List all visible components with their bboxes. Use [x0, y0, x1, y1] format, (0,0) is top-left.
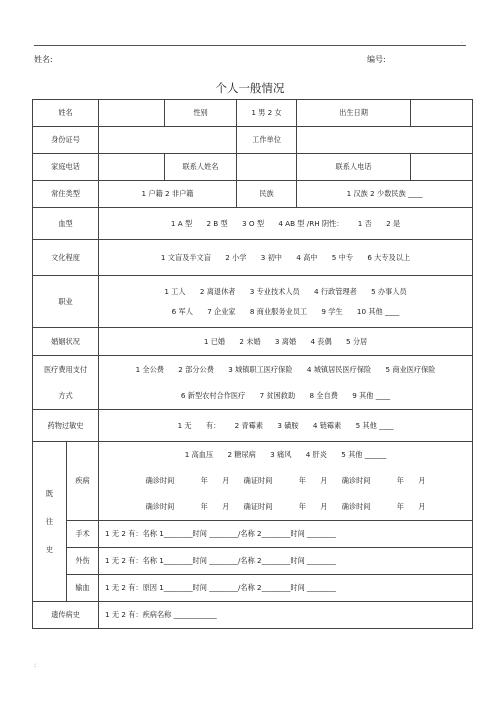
id-number-label: 身份证号: [33, 127, 99, 154]
year-label: 年: [200, 502, 208, 511]
marital-option[interactable]: 2 未婚: [239, 336, 261, 346]
medical-history-label: [33, 442, 67, 602]
payment-option[interactable]: 4 城镇居民医疗保险: [306, 364, 372, 374]
genetic-history-options[interactable]: 1 无 2 有：疾病名称 ____________: [99, 602, 473, 629]
marital-option[interactable]: 5 分居: [345, 336, 368, 346]
blood-type-label: 血型: [33, 208, 99, 240]
education-label: 文化程度: [33, 240, 99, 276]
month-label: 月: [320, 476, 328, 485]
page-title: 个人一般情况: [215, 81, 285, 95]
occupation-option[interactable]: 9 学生: [321, 306, 343, 316]
occupation-option[interactable]: 2 离退休者: [199, 286, 236, 296]
occupation-option[interactable]: 1 工人: [164, 286, 186, 296]
payment-method-label: [33, 356, 99, 410]
occupation-option[interactable]: 8 商业服务业员工: [249, 306, 308, 316]
month-label: 月: [222, 476, 230, 485]
marital-status-options[interactable]: [99, 328, 473, 356]
gender-label: 性别: [165, 100, 237, 127]
contact-phone-label: 联系人电话: [297, 154, 411, 181]
surgery-options[interactable]: 1 无 2 有：名称 1________时间 ________/名称 2________时间 ________: [99, 521, 473, 548]
year-label: 年: [396, 476, 404, 485]
residence-type-options[interactable]: 1 户籍 2 非户籍: [99, 181, 237, 208]
year-label: 年: [298, 502, 306, 511]
education-option[interactable]: 4 高中: [296, 252, 318, 262]
education-option[interactable]: 5 中专: [331, 252, 354, 262]
marital-option[interactable]: 3 离婚: [274, 336, 297, 346]
allergy-option[interactable]: 2 青霉素: [234, 420, 264, 430]
corner-mark-bottom: :: [34, 662, 37, 669]
name-label: 姓名: [33, 100, 99, 127]
history-char: 往: [45, 516, 54, 526]
payment-method-options[interactable]: [99, 356, 473, 410]
diagnosis-time-label: 确证时间: [243, 476, 273, 485]
occupation-option[interactable]: 3 专业技术人员: [249, 286, 300, 296]
injury-options[interactable]: 1 无 2 有：名称 1________时间 ________/名称 2________时间 ________: [99, 548, 473, 575]
disease-option[interactable]: 2 糖尿病: [227, 450, 256, 459]
occupation-option[interactable]: 4 行政管理者: [314, 286, 357, 296]
month-label: 月: [320, 502, 328, 511]
occupation-option[interactable]: 6 军人: [171, 306, 193, 316]
disease-option[interactable]: 5 其他 ______: [341, 450, 387, 459]
month-label: 月: [418, 502, 426, 511]
year-label: 年: [200, 476, 208, 485]
header-divider: [34, 45, 466, 46]
payment-option[interactable]: 6 新型农村合作医疗: [180, 390, 246, 400]
occupation-option[interactable]: 5 办事人员: [371, 286, 407, 296]
allergy-option[interactable]: 4 链霉素: [312, 420, 342, 430]
home-phone-field[interactable]: [99, 154, 165, 181]
marital-option[interactable]: 1 已婚: [203, 336, 226, 346]
gender-options[interactable]: 1 男 2 女: [237, 100, 297, 127]
payment-option[interactable]: 5 商业医疗保险: [385, 364, 436, 374]
allergy-option[interactable]: 3 磺胺: [277, 420, 299, 430]
ethnicity-options[interactable]: 1 汉族 2 少数民族 ____: [297, 181, 473, 208]
diagnosis-time-label: 确诊时间: [145, 502, 175, 511]
marital-option[interactable]: 4 丧偶: [310, 336, 332, 346]
education-option[interactable]: 2 小学: [225, 252, 247, 262]
occupation-label: 职业: [33, 276, 99, 328]
residence-type-label: 常住类型: [33, 181, 99, 208]
education-option[interactable]: 6 大专及以上: [367, 252, 411, 262]
drug-allergy-label: 药物过敏史: [33, 410, 99, 442]
payment-option[interactable]: 3 城镇职工医疗保险: [228, 364, 293, 374]
name-header-label: 姓名:: [34, 55, 53, 64]
disease-option[interactable]: 4 肝炎: [305, 450, 327, 459]
contact-name-field[interactable]: [237, 154, 297, 181]
rh-option[interactable]: 2 是: [386, 218, 401, 228]
disease-label: 疾病: [67, 442, 99, 521]
birth-date-label: 出生日期: [297, 100, 411, 127]
home-phone-label: 家庭电话: [33, 154, 99, 181]
occupation-option[interactable]: 7 企业家: [207, 306, 236, 316]
education-option[interactable]: 3 初中: [260, 252, 282, 262]
payment-option[interactable]: 1 全公费: [135, 364, 164, 374]
drug-allergy-options[interactable]: [99, 410, 473, 442]
occupation-options[interactable]: [99, 276, 473, 328]
injury-label: 外伤: [67, 548, 99, 575]
diagnosis-time-label: 确诊时间: [145, 476, 175, 485]
contact-name-label: 联系人姓名: [165, 154, 237, 181]
history-char: 史: [45, 544, 54, 554]
blood-option[interactable]: 1 A 型: [170, 218, 193, 228]
surgery-label: 手术: [67, 521, 99, 548]
payment-option[interactable]: 7 贫困救助: [259, 390, 296, 400]
disease-option[interactable]: 3 痛风: [270, 450, 292, 459]
payment-label-line1: 医疗费用支付: [43, 364, 88, 374]
workplace-field[interactable]: [297, 127, 473, 154]
month-label: 月: [418, 476, 426, 485]
allergy-has-label: 有：: [205, 420, 221, 430]
transfusion-label: 输血: [67, 575, 99, 602]
workplace-label: 工作单位: [237, 127, 297, 154]
rh-option[interactable]: 1 否: [357, 218, 372, 228]
allergy-option[interactable]: 1 无: [177, 420, 192, 430]
disease-options[interactable]: [99, 442, 473, 521]
education-options[interactable]: [99, 240, 473, 276]
ethnicity-label: 民族: [237, 181, 297, 208]
occupation-option[interactable]: 10 其他 ____: [356, 306, 400, 316]
contact-phone-field[interactable]: [411, 154, 473, 181]
diagnosis-time-label: 确诊时间: [341, 502, 371, 511]
payment-label-line2: 方式: [58, 390, 73, 400]
history-char: 既: [45, 488, 54, 498]
name-field[interactable]: [99, 100, 165, 127]
year-label: 年: [396, 502, 404, 511]
personal-info-form: [32, 99, 472, 629]
diagnosis-time-label: 确诊时间: [341, 476, 371, 485]
corner-mark-top: .: [461, 38, 463, 45]
id-number-field[interactable]: [99, 127, 237, 154]
payment-option[interactable]: 9 其他 ____: [352, 390, 391, 400]
birth-date-field[interactable]: [411, 100, 473, 127]
year-label: 年: [298, 476, 306, 485]
number-header-label: 编号:: [367, 55, 386, 64]
blood-option[interactable]: 3 O 型: [242, 218, 265, 228]
transfusion-options[interactable]: 1 无 2 有：原因 1________时间 ________/名称 2________时间 ________: [99, 575, 473, 602]
payment-option[interactable]: 8 全自费: [309, 390, 338, 400]
blood-type-options[interactable]: [99, 208, 473, 240]
education-option[interactable]: 1 文盲及半文盲: [160, 252, 211, 262]
month-label: 月: [222, 502, 230, 511]
payment-option[interactable]: 2 部分公费: [178, 364, 214, 374]
genetic-history-label: 遗传病史: [33, 602, 99, 629]
diagnosis-time-label: 确证时间: [243, 502, 273, 511]
blood-option[interactable]: 4 AB 型 /RH 阴性：: [278, 218, 344, 228]
disease-option[interactable]: 1 高血压: [184, 450, 214, 459]
allergy-option[interactable]: 5 其他 ____: [355, 420, 394, 430]
blood-option[interactable]: 2 B 型: [206, 218, 228, 228]
marital-status-label: 婚姻状况: [33, 328, 99, 356]
